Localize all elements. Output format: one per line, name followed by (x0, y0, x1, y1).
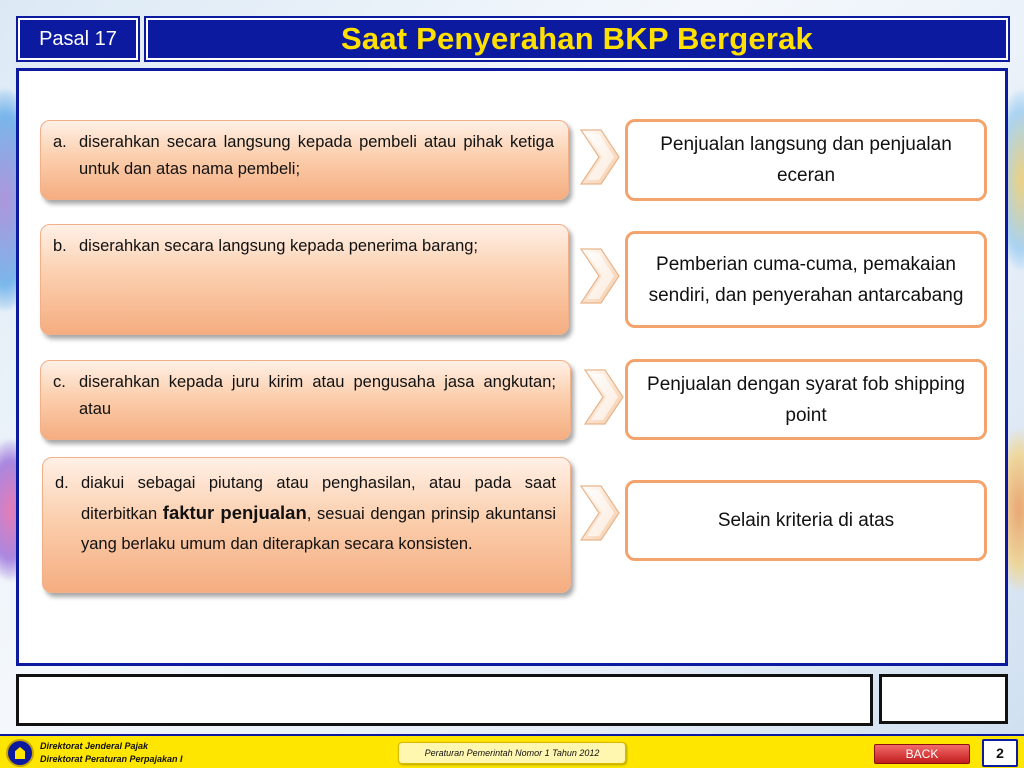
criteria-card-d (42, 457, 571, 593)
criteria-letter: c. (53, 373, 66, 391)
directorate-general-label: Direktorat Jenderal Pajak (40, 741, 149, 751)
criteria-text: diserahkan secara langsung kepada pembeli atau pihak ketiga untuk dan atas nama pembeli; (79, 133, 554, 178)
criteria-letter: d. (55, 474, 69, 492)
side-box (879, 674, 1008, 724)
directorate-label: Direktorat Peraturan Perpajakan I (40, 754, 183, 764)
criteria-card-c (40, 360, 571, 440)
notes-box (16, 674, 873, 726)
criteria-text (81, 468, 556, 559)
criteria-text-start: diakui sebagai piutang atau penghasilan, atau pada saat diterbitkan (81, 474, 556, 523)
arrow-icon (579, 247, 621, 305)
result-card-c (625, 359, 987, 440)
result-text: Penjualan dengan syarat fob shipping point (647, 373, 965, 426)
criteria-text-end: , sesuai dengan prinsip akuntansi yang berlaku umum dan diterapkan secara konsisten. (81, 505, 556, 553)
arrow-icon (579, 484, 621, 542)
criteria-card-b (40, 224, 569, 335)
criteria-text: diserahkan secara langsung kepada penerima barang; (79, 237, 479, 255)
criteria-letter: b. (53, 237, 67, 255)
result-card-d (625, 480, 987, 561)
footer-bar (0, 734, 1024, 768)
result-card-b (625, 231, 987, 328)
back-button-label: BACK (905, 747, 939, 761)
arrow-icon (583, 368, 625, 426)
result-text: Penjualan langsung dan penjualan eceran (660, 134, 952, 186)
pasal-label-box (18, 18, 138, 60)
criteria-text: diserahkan kepada juru kirim atau pengusaha jasa angkutan; atau (79, 373, 556, 418)
slide-title: Saat Penyerahan BKP Bergerak (341, 21, 813, 56)
ministry-emblem-icon (6, 739, 34, 767)
page-number (982, 739, 1018, 767)
result-card-a (625, 119, 987, 201)
regulation-text: Peraturan Pemerintah Nomor 1 Tahun 2012 (424, 748, 600, 758)
criteria-letter: a. (53, 133, 67, 151)
regulation-reference (398, 742, 626, 764)
faktur-penjualan-emphasis: faktur penjualan (162, 502, 307, 523)
pasal-label: Pasal 17 (39, 27, 117, 50)
back-button[interactable] (874, 744, 970, 764)
result-text: Selain kriteria di atas (717, 510, 895, 531)
arrow-icon (579, 128, 621, 186)
page-number-value: 2 (996, 745, 1004, 761)
result-text: Pemberian cuma-cuma, pemakaian sendiri, dan penyerahan antarcabang (648, 253, 964, 306)
title-bar (146, 18, 1008, 60)
criteria-card-a (40, 120, 569, 200)
